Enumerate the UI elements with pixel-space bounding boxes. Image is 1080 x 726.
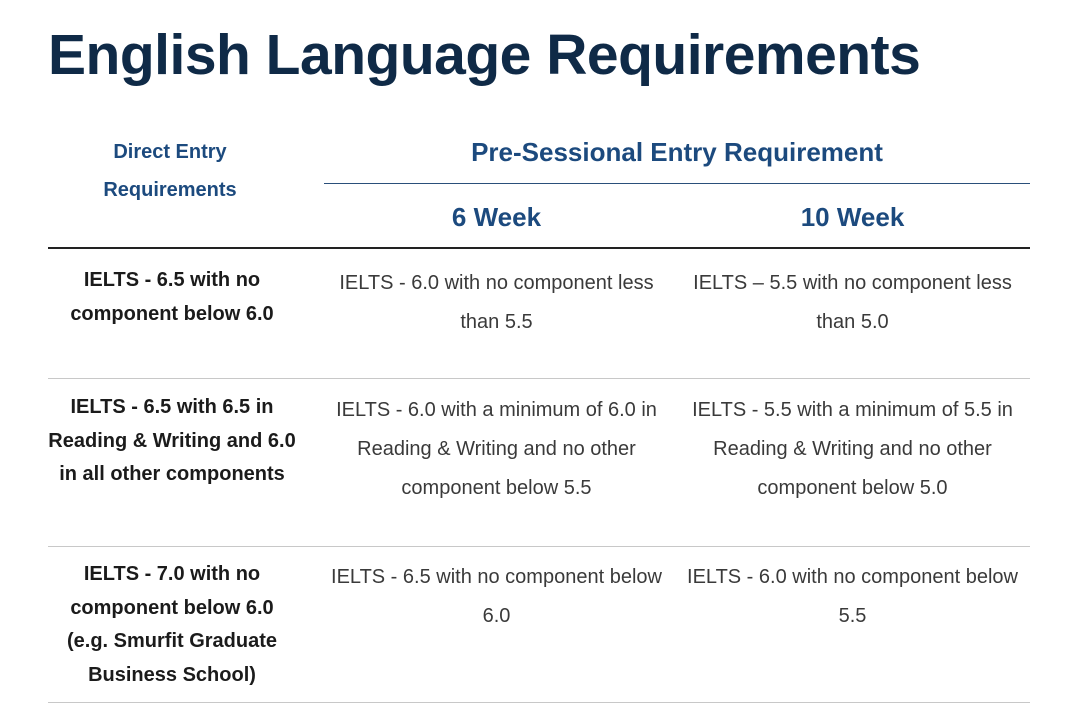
header-direct-entry: Direct Entry Requirements <box>103 141 237 201</box>
cell-direct-entry: IELTS - 7.0 with no component below 6.0 (e.g. Smurfit Graduate Business School) <box>66 563 278 686</box>
page-title: English Language Requirements <box>48 23 921 87</box>
header-10-week: 10 Week <box>800 202 905 232</box>
cell-6-week: IELTS - 6.0 with no component less than 5.5 <box>339 272 654 333</box>
cell-direct-entry: IELTS - 6.5 with 6.5 in Reading & Writing and 6.0 in all other components <box>48 396 296 485</box>
cell-10-week: IELTS - 6.0 with no component below 5.5 <box>687 566 1018 627</box>
header-6-week: 6 Week <box>451 202 542 232</box>
row-divider <box>48 378 1030 379</box>
row-divider <box>48 546 1030 547</box>
header-bottom-rule <box>48 247 1030 249</box>
cell-10-week: IELTS – 5.5 with no component less than 5.0 <box>693 272 1012 333</box>
row-divider <box>48 702 1030 703</box>
cell-10-week: IELTS - 5.5 with a minimum of 5.5 in Reading & Writing and no other component below 5.0 <box>692 399 1013 499</box>
cell-direct-entry: IELTS - 6.5 with no component below 6.0 <box>70 269 274 325</box>
header-divider <box>324 183 1030 184</box>
cell-6-week: IELTS - 6.5 with no component below 6.0 <box>331 566 662 627</box>
header-pre-sessional: Pre-Sessional Entry Requirement <box>471 137 883 167</box>
cell-6-week: IELTS - 6.0 with a minimum of 6.0 in Reading & Writing and no other component below 5.5 <box>336 399 657 499</box>
